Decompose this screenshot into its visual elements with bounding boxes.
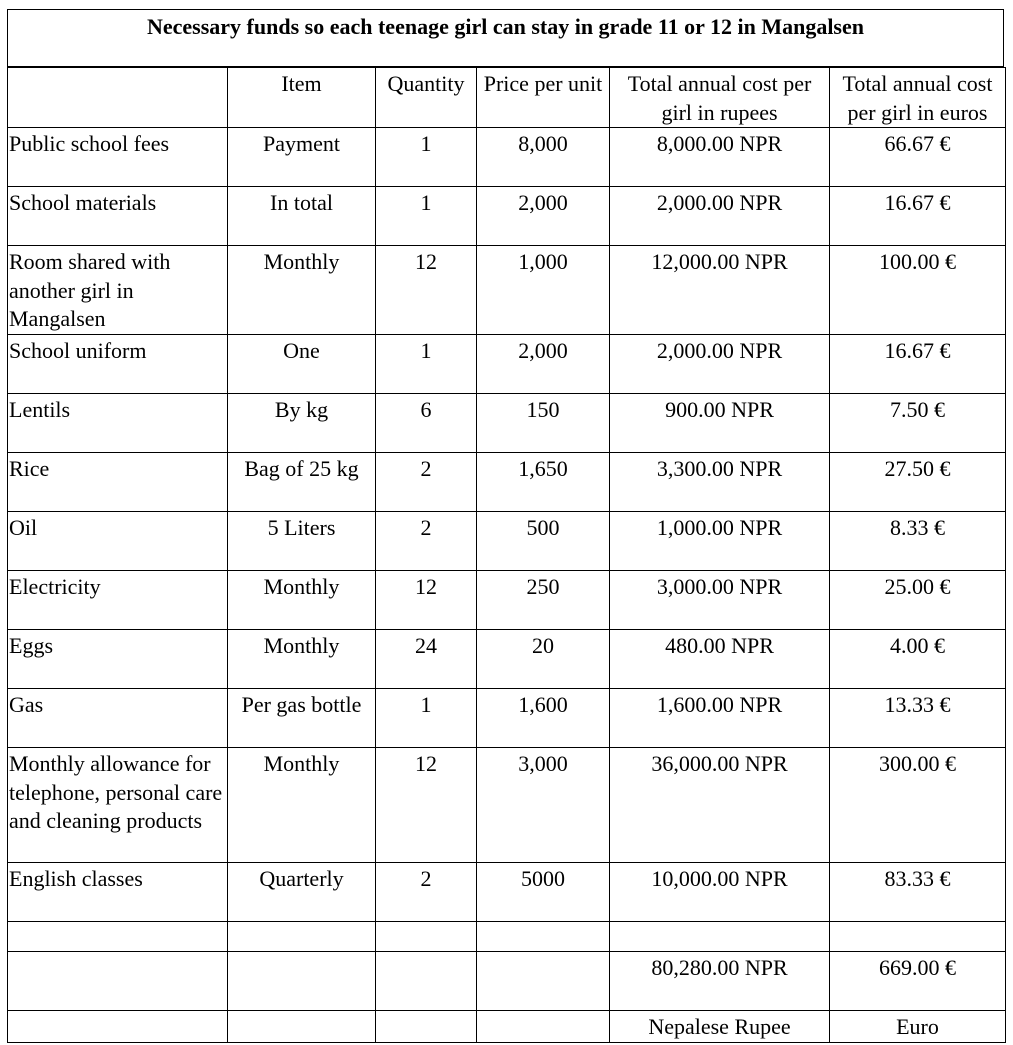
- quantity-cell: 2: [376, 452, 477, 511]
- row-label-cell: School materials: [8, 187, 228, 246]
- table-row: [8, 246, 1006, 335]
- table-title: Necessary funds so each teenage girl can stay in grade 11 or 12 in Mangalsen: [7, 9, 1004, 67]
- total-euros-cell: 83.33 €: [830, 862, 1006, 921]
- empty-cell: [8, 1010, 228, 1042]
- row-label-cell: English classes: [8, 862, 228, 921]
- item-cell: Monthly: [228, 629, 376, 688]
- total-euros-cell: 7.50 €: [830, 393, 1006, 452]
- quantity-cell: 1: [376, 128, 477, 187]
- row-label-cell: Gas: [8, 688, 228, 747]
- currency-rupee-label: Nepalese Rupee: [610, 1010, 830, 1042]
- row-label-cell: Monthly allowance for telephone, personal care and cleaning products: [8, 747, 228, 862]
- currency-row: [8, 1010, 1006, 1042]
- empty-cell: [376, 1010, 477, 1042]
- total-euros-sum: 669.00 €: [830, 951, 1006, 1010]
- row-label-cell: Rice: [8, 452, 228, 511]
- row-label-cell: School uniform: [8, 334, 228, 393]
- total-rupees-cell: 8,000.00 NPR: [610, 128, 830, 187]
- empty-cell: [610, 921, 830, 951]
- row-label-cell: Public school fees: [8, 128, 228, 187]
- total-euros-cell: 25.00 €: [830, 570, 1006, 629]
- table-row: [8, 511, 1006, 570]
- item-cell: Monthly: [228, 747, 376, 862]
- empty-cell: [477, 921, 610, 951]
- total-euros-cell: 8.33 €: [830, 511, 1006, 570]
- total-rupees-cell: 12,000.00 NPR: [610, 246, 830, 335]
- total-euros-cell: 16.67 €: [830, 187, 1006, 246]
- table-row: [8, 570, 1006, 629]
- price-cell: 250: [477, 570, 610, 629]
- total-rupees-cell: 36,000.00 NPR: [610, 747, 830, 862]
- total-euros-cell: 300.00 €: [830, 747, 1006, 862]
- empty-cell: [477, 1010, 610, 1042]
- header-cell-quantity: Quantity: [376, 68, 477, 128]
- empty-row: [8, 921, 1006, 951]
- empty-cell: [8, 921, 228, 951]
- price-cell: 2,000: [477, 334, 610, 393]
- header-cell-label: [8, 68, 228, 128]
- price-cell: 3,000: [477, 747, 610, 862]
- quantity-cell: 1: [376, 688, 477, 747]
- total-euros-cell: 4.00 €: [830, 629, 1006, 688]
- totals-row: [8, 951, 1006, 1010]
- price-cell: 20: [477, 629, 610, 688]
- quantity-cell: 1: [376, 334, 477, 393]
- table-row: [8, 747, 1006, 862]
- table-row: [8, 393, 1006, 452]
- table-row: [8, 862, 1006, 921]
- cost-table: [7, 67, 1006, 1043]
- table-row: [8, 629, 1006, 688]
- quantity-cell: 24: [376, 629, 477, 688]
- table-row: [8, 452, 1006, 511]
- quantity-cell: 12: [376, 570, 477, 629]
- row-label-cell: Lentils: [8, 393, 228, 452]
- quantity-cell: 12: [376, 246, 477, 335]
- price-cell: 1,600: [477, 688, 610, 747]
- item-cell: Monthly: [228, 246, 376, 335]
- price-cell: 2,000: [477, 187, 610, 246]
- total-euros-cell: 66.67 €: [830, 128, 1006, 187]
- table-row: [8, 334, 1006, 393]
- price-cell: 1,000: [477, 246, 610, 335]
- empty-cell: [830, 921, 1006, 951]
- total-rupees-cell: 3,300.00 NPR: [610, 452, 830, 511]
- price-cell: 8,000: [477, 128, 610, 187]
- total-rupees-cell: 2,000.00 NPR: [610, 334, 830, 393]
- quantity-cell: 6: [376, 393, 477, 452]
- header-cell-total-rupees: Total annual cost per girl in rupees: [610, 68, 830, 128]
- empty-cell: [376, 921, 477, 951]
- total-euros-cell: 13.33 €: [830, 688, 1006, 747]
- empty-cell: [477, 951, 610, 1010]
- empty-cell: [376, 951, 477, 1010]
- item-cell: In total: [228, 187, 376, 246]
- item-cell: Quarterly: [228, 862, 376, 921]
- total-euros-cell: 16.67 €: [830, 334, 1006, 393]
- item-cell: By kg: [228, 393, 376, 452]
- row-label-cell: Room shared with another girl in Mangalsen: [8, 246, 228, 335]
- item-cell: Bag of 25 kg: [228, 452, 376, 511]
- row-label-cell: Electricity: [8, 570, 228, 629]
- item-cell: Monthly: [228, 570, 376, 629]
- total-euros-cell: 100.00 €: [830, 246, 1006, 335]
- table-row: [8, 187, 1006, 246]
- header-cell-price: Price per unit: [477, 68, 610, 128]
- total-rupees-cell: 3,000.00 NPR: [610, 570, 830, 629]
- header-cell-total-euros: Total annual cost per girl in euros: [830, 68, 1006, 128]
- empty-cell: [8, 951, 228, 1010]
- total-rupees-cell: 1,000.00 NPR: [610, 511, 830, 570]
- row-label-cell: Eggs: [8, 629, 228, 688]
- header-cell-item: Item: [228, 68, 376, 128]
- price-cell: 1,650: [477, 452, 610, 511]
- total-rupees-cell: 10,000.00 NPR: [610, 862, 830, 921]
- header-row: [8, 68, 1006, 128]
- empty-cell: [228, 921, 376, 951]
- item-cell: Per gas bottle: [228, 688, 376, 747]
- quantity-cell: 2: [376, 511, 477, 570]
- item-cell: 5 Liters: [228, 511, 376, 570]
- empty-cell: [228, 951, 376, 1010]
- price-cell: 5000: [477, 862, 610, 921]
- row-label-cell: Oil: [8, 511, 228, 570]
- table-row: [8, 128, 1006, 187]
- price-cell: 150: [477, 393, 610, 452]
- table-row: [8, 688, 1006, 747]
- total-rupees-sum: 80,280.00 NPR: [610, 951, 830, 1010]
- quantity-cell: 2: [376, 862, 477, 921]
- quantity-cell: 1: [376, 187, 477, 246]
- total-rupees-cell: 480.00 NPR: [610, 629, 830, 688]
- total-rupees-cell: 2,000.00 NPR: [610, 187, 830, 246]
- total-rupees-cell: 1,600.00 NPR: [610, 688, 830, 747]
- price-cell: 500: [477, 511, 610, 570]
- quantity-cell: 12: [376, 747, 477, 862]
- item-cell: Payment: [228, 128, 376, 187]
- currency-euro-label: Euro: [830, 1010, 1006, 1042]
- empty-cell: [228, 1010, 376, 1042]
- total-rupees-cell: 900.00 NPR: [610, 393, 830, 452]
- item-cell: One: [228, 334, 376, 393]
- total-euros-cell: 27.50 €: [830, 452, 1006, 511]
